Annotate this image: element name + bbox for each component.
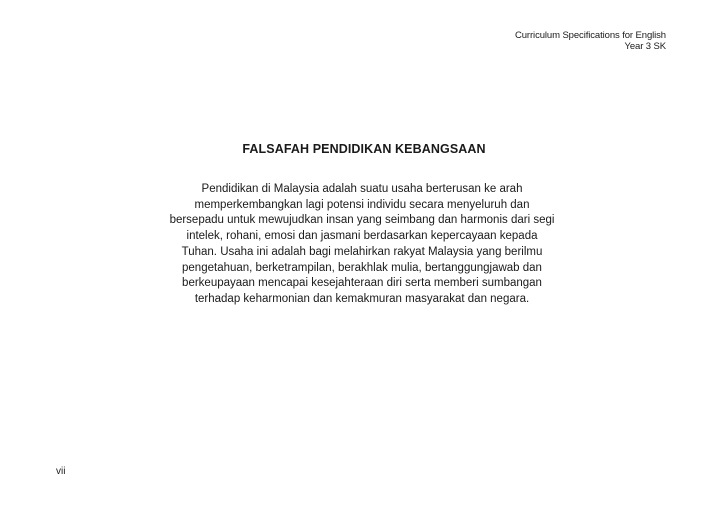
paragraph-line: Tuhan. Usaha ini adalah bagi melahirkan rakyat Malaysia yang berilmu [181, 245, 543, 258]
paragraph-line: intelek, rohani, emosi dan jasmani berdasarkan kepercayaan kepada [186, 230, 538, 243]
paragraph-line: berkeupayaan mencapai kesejahteraan diri serta memberi sumbangan [182, 277, 542, 290]
paragraph-line: terhadap keharmonian dan kemakmuran masyarakat dan negara. [194, 292, 530, 305]
philosophy-paragraph [150, 182, 574, 308]
page-number: vii [56, 466, 66, 477]
paragraph-line: Pendidikan di Malaysia adalah suatu usaha berterusan ke arah [201, 183, 523, 195]
page-title: FALSAFAH PENDIDIKAN KEBANGSAAN [242, 142, 486, 156]
paragraph-line: pengetahuan, berketrampilan, berakhlak mulia, bertanggungjawab dan [182, 261, 542, 274]
header-year-level: Year 3 SK [624, 41, 666, 52]
paragraph-line: memperkembangkan lagi potensi individu secara menyeluruh dan [194, 198, 530, 211]
header-document-title: Curriculum Specifications for English [514, 30, 666, 41]
running-header [515, 30, 666, 52]
paragraph-line: bersepadu untuk mewujudkan insan yang seimbang dan harmonis dari segi [169, 214, 555, 227]
